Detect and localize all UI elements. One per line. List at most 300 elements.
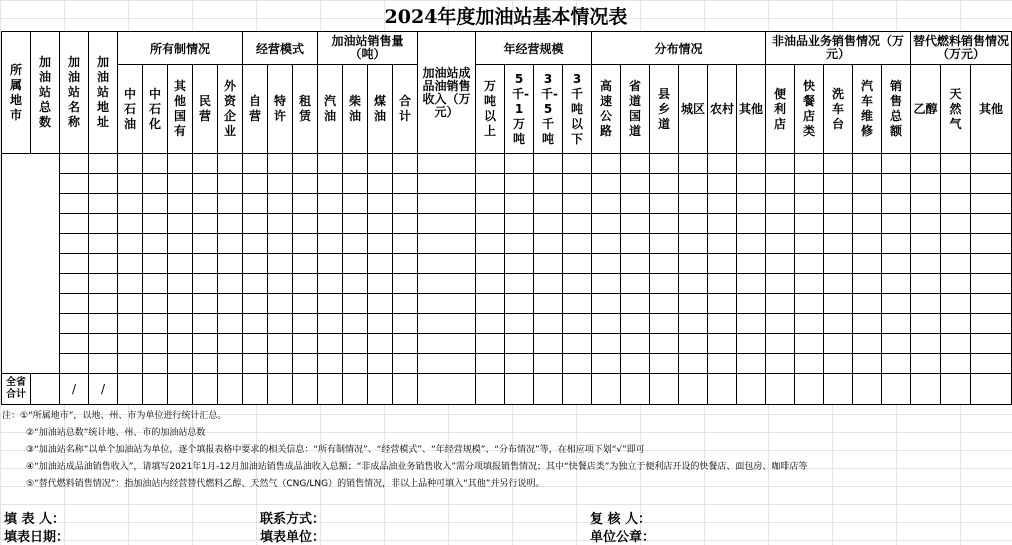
table-cell[interactable]: [882, 214, 911, 234]
table-cell[interactable]: [592, 334, 621, 354]
table-cell[interactable]: [89, 334, 118, 354]
table-cell[interactable]: [824, 274, 853, 294]
table-cell[interactable]: [621, 154, 650, 174]
table-cell[interactable]: [971, 374, 1012, 405]
table-cell[interactable]: [882, 314, 911, 334]
table-cell[interactable]: [193, 234, 218, 254]
table-cell[interactable]: [118, 334, 143, 354]
table-cell[interactable]: [737, 194, 766, 214]
table-cell[interactable]: [795, 354, 824, 374]
table-cell[interactable]: [766, 154, 795, 174]
table-cell[interactable]: [293, 254, 318, 274]
table-cell[interactable]: [795, 374, 824, 405]
table-cell[interactable]: [393, 154, 418, 174]
table-cell[interactable]: [60, 154, 89, 174]
table-cell[interactable]: [882, 234, 911, 254]
table-cell[interactable]: [941, 334, 971, 354]
table-cell[interactable]: [243, 214, 268, 234]
table-cell[interactable]: [941, 234, 971, 254]
table-cell[interactable]: [650, 174, 679, 194]
table-cell[interactable]: [708, 354, 737, 374]
table-cell[interactable]: [218, 194, 243, 214]
table-cell[interactable]: [534, 294, 563, 314]
table-cell[interactable]: [911, 234, 941, 254]
table-cell[interactable]: [708, 174, 737, 194]
table-cell[interactable]: [368, 354, 393, 374]
table-cell[interactable]: [941, 354, 971, 374]
table-cell[interactable]: [418, 354, 476, 374]
table-cell[interactable]: [853, 154, 882, 174]
table-cell[interactable]: [592, 234, 621, 254]
table-cell[interactable]: [60, 294, 89, 314]
table-cell[interactable]: [368, 214, 393, 234]
table-cell[interactable]: [505, 374, 534, 405]
table-cell[interactable]: [293, 234, 318, 254]
table-cell[interactable]: [293, 194, 318, 214]
table-cell[interactable]: [971, 194, 1012, 214]
table-cell[interactable]: [293, 274, 318, 294]
table-cell[interactable]: [218, 374, 243, 405]
table-cell[interactable]: [476, 234, 505, 254]
table-cell[interactable]: [318, 174, 343, 194]
table-cell[interactable]: [89, 274, 118, 294]
table-cell[interactable]: [393, 354, 418, 374]
table-cell[interactable]: [766, 234, 795, 254]
table-cell[interactable]: [737, 234, 766, 254]
table-cell[interactable]: [193, 254, 218, 274]
table-cell[interactable]: [218, 354, 243, 374]
table-cell[interactable]: [505, 214, 534, 234]
table-cell[interactable]: [418, 274, 476, 294]
table-cell[interactable]: [168, 294, 193, 314]
table-cell[interactable]: [268, 314, 293, 334]
table-cell[interactable]: [679, 174, 708, 194]
table-cell[interactable]: [418, 174, 476, 194]
table-cell[interactable]: [941, 254, 971, 274]
city-merged-cell[interactable]: [2, 154, 60, 374]
table-cell[interactable]: [218, 334, 243, 354]
table-cell[interactable]: [60, 174, 89, 194]
table-cell[interactable]: [853, 194, 882, 214]
table-cell[interactable]: [143, 254, 168, 274]
table-cell[interactable]: [143, 334, 168, 354]
table-cell[interactable]: [534, 374, 563, 405]
table-cell[interactable]: [563, 374, 592, 405]
table-cell[interactable]: [882, 334, 911, 354]
table-cell[interactable]: [118, 354, 143, 374]
table-cell[interactable]: [592, 374, 621, 405]
table-cell[interactable]: [911, 154, 941, 174]
table-cell[interactable]: [476, 214, 505, 234]
table-cell[interactable]: [168, 194, 193, 214]
table-cell[interactable]: [621, 254, 650, 274]
table-cell[interactable]: [343, 194, 368, 214]
table-cell[interactable]: [243, 374, 268, 405]
table-cell[interactable]: [143, 194, 168, 214]
table-cell[interactable]: [534, 194, 563, 214]
table-cell[interactable]: [318, 154, 343, 174]
table-cell[interactable]: [218, 234, 243, 254]
table-cell[interactable]: [89, 354, 118, 374]
table-cell[interactable]: [679, 374, 708, 405]
table-cell[interactable]: [563, 154, 592, 174]
table-cell[interactable]: [650, 194, 679, 214]
table-cell[interactable]: [218, 214, 243, 234]
table-cell[interactable]: [708, 214, 737, 234]
table-cell[interactable]: [679, 354, 708, 374]
table-cell[interactable]: [393, 174, 418, 194]
table-cell[interactable]: [143, 154, 168, 174]
table-cell[interactable]: [971, 174, 1012, 194]
table-cell[interactable]: [679, 194, 708, 214]
table-cell[interactable]: [650, 374, 679, 405]
table-cell[interactable]: [534, 274, 563, 294]
table-cell[interactable]: [505, 154, 534, 174]
table-cell[interactable]: [941, 314, 971, 334]
table-cell[interactable]: [476, 274, 505, 294]
table-cell[interactable]: [168, 174, 193, 194]
table-cell[interactable]: [505, 354, 534, 374]
table-cell[interactable]: [218, 154, 243, 174]
table-cell[interactable]: [168, 354, 193, 374]
table-cell[interactable]: [621, 174, 650, 194]
table-cell[interactable]: [60, 314, 89, 334]
table-cell[interactable]: [766, 274, 795, 294]
table-cell[interactable]: [89, 174, 118, 194]
table-cell[interactable]: [941, 174, 971, 194]
table-cell[interactable]: [941, 374, 971, 405]
table-cell[interactable]: [737, 314, 766, 334]
table-cell[interactable]: [193, 194, 218, 214]
table-cell[interactable]: [679, 274, 708, 294]
table-cell[interactable]: [737, 174, 766, 194]
table-cell[interactable]: [795, 334, 824, 354]
table-cell[interactable]: [650, 294, 679, 314]
table-cell[interactable]: [476, 374, 505, 405]
table-cell[interactable]: [650, 354, 679, 374]
table-cell[interactable]: [368, 154, 393, 174]
table-cell[interactable]: [824, 194, 853, 214]
table-cell[interactable]: [563, 214, 592, 234]
table-cell[interactable]: [882, 194, 911, 214]
table-cell[interactable]: [218, 174, 243, 194]
table-cell[interactable]: [268, 374, 293, 405]
table-cell[interactable]: [393, 334, 418, 354]
table-cell[interactable]: [971, 254, 1012, 274]
table-cell[interactable]: [882, 294, 911, 314]
table-cell[interactable]: [737, 274, 766, 294]
table-cell[interactable]: [193, 274, 218, 294]
table-cell[interactable]: [795, 194, 824, 214]
total-name-cell[interactable]: /: [60, 374, 89, 405]
table-cell[interactable]: [393, 214, 418, 234]
table-cell[interactable]: [795, 174, 824, 194]
table-cell[interactable]: [505, 254, 534, 274]
table-cell[interactable]: [911, 274, 941, 294]
table-cell[interactable]: [679, 314, 708, 334]
table-cell[interactable]: [268, 254, 293, 274]
table-cell[interactable]: [218, 254, 243, 274]
table-cell[interactable]: [971, 334, 1012, 354]
table-cell[interactable]: [505, 194, 534, 214]
table-cell[interactable]: [853, 374, 882, 405]
table-cell[interactable]: [60, 254, 89, 274]
table-cell[interactable]: [795, 254, 824, 274]
table-cell[interactable]: [824, 254, 853, 274]
table-cell[interactable]: [911, 374, 941, 405]
table-cell[interactable]: [824, 354, 853, 374]
table-cell[interactable]: [650, 234, 679, 254]
table-cell[interactable]: [218, 274, 243, 294]
table-cell[interactable]: [592, 294, 621, 314]
table-cell[interactable]: [268, 334, 293, 354]
table-cell[interactable]: [476, 294, 505, 314]
table-cell[interactable]: [118, 274, 143, 294]
table-cell[interactable]: [293, 154, 318, 174]
table-cell[interactable]: [118, 294, 143, 314]
table-cell[interactable]: [193, 354, 218, 374]
table-cell[interactable]: [563, 194, 592, 214]
table-cell[interactable]: [243, 234, 268, 254]
table-cell[interactable]: [766, 314, 795, 334]
table-cell[interactable]: [505, 314, 534, 334]
table-cell[interactable]: [592, 214, 621, 234]
table-cell[interactable]: [824, 314, 853, 334]
table-cell[interactable]: [882, 274, 911, 294]
table-cell[interactable]: [795, 294, 824, 314]
table-cell[interactable]: [168, 274, 193, 294]
table-cell[interactable]: [293, 214, 318, 234]
table-cell[interactable]: [243, 334, 268, 354]
total-address-cell[interactable]: /: [89, 374, 118, 405]
table-cell[interactable]: [592, 314, 621, 334]
table-cell[interactable]: [268, 154, 293, 174]
table-cell[interactable]: [343, 314, 368, 334]
table-cell[interactable]: [268, 194, 293, 214]
table-cell[interactable]: [971, 294, 1012, 314]
table-cell[interactable]: [476, 194, 505, 214]
table-cell[interactable]: [418, 294, 476, 314]
table-cell[interactable]: [941, 154, 971, 174]
table-cell[interactable]: [118, 174, 143, 194]
table-cell[interactable]: [737, 214, 766, 234]
table-cell[interactable]: [168, 214, 193, 234]
table-cell[interactable]: [534, 354, 563, 374]
table-cell[interactable]: [318, 214, 343, 234]
table-cell[interactable]: [243, 194, 268, 214]
table-cell[interactable]: [343, 154, 368, 174]
table-cell[interactable]: [853, 234, 882, 254]
table-cell[interactable]: [679, 214, 708, 234]
table-cell[interactable]: [89, 294, 118, 314]
table-cell[interactable]: [679, 334, 708, 354]
table-cell[interactable]: [882, 254, 911, 274]
table-cell[interactable]: [243, 354, 268, 374]
table-cell[interactable]: [824, 234, 853, 254]
table-cell[interactable]: [476, 334, 505, 354]
table-cell[interactable]: [368, 174, 393, 194]
table-cell[interactable]: [89, 194, 118, 214]
table-cell[interactable]: [563, 314, 592, 334]
table-cell[interactable]: [708, 274, 737, 294]
table-cell[interactable]: [343, 234, 368, 254]
table-cell[interactable]: [268, 214, 293, 234]
table-cell[interactable]: [143, 294, 168, 314]
table-cell[interactable]: [168, 314, 193, 334]
table-cell[interactable]: [343, 274, 368, 294]
table-cell[interactable]: [60, 214, 89, 234]
table-cell[interactable]: [853, 314, 882, 334]
table-cell[interactable]: [737, 154, 766, 174]
table-cell[interactable]: [418, 314, 476, 334]
table-cell[interactable]: [268, 174, 293, 194]
table-cell[interactable]: [971, 314, 1012, 334]
table-cell[interactable]: [766, 194, 795, 214]
table-cell[interactable]: [368, 374, 393, 405]
table-cell[interactable]: [534, 334, 563, 354]
table-cell[interactable]: [534, 314, 563, 334]
table-cell[interactable]: [89, 254, 118, 274]
table-cell[interactable]: [393, 314, 418, 334]
table-cell[interactable]: [941, 294, 971, 314]
table-cell[interactable]: [368, 254, 393, 274]
table-cell[interactable]: [679, 254, 708, 274]
table-cell[interactable]: [118, 254, 143, 274]
table-cell[interactable]: [650, 274, 679, 294]
table-cell[interactable]: [911, 294, 941, 314]
table-cell[interactable]: [118, 214, 143, 234]
table-cell[interactable]: [708, 234, 737, 254]
table-cell[interactable]: [143, 354, 168, 374]
table-cell[interactable]: [318, 254, 343, 274]
table-cell[interactable]: [971, 274, 1012, 294]
table-cell[interactable]: [268, 294, 293, 314]
table-cell[interactable]: [193, 214, 218, 234]
table-cell[interactable]: [193, 334, 218, 354]
table-cell[interactable]: [143, 174, 168, 194]
table-cell[interactable]: [31, 374, 60, 405]
table-cell[interactable]: [621, 294, 650, 314]
table-cell[interactable]: [534, 154, 563, 174]
table-cell[interactable]: [476, 314, 505, 334]
table-cell[interactable]: [418, 234, 476, 254]
table-cell[interactable]: [708, 314, 737, 334]
table-cell[interactable]: [318, 234, 343, 254]
table-cell[interactable]: [318, 274, 343, 294]
table-cell[interactable]: [243, 314, 268, 334]
table-cell[interactable]: [824, 174, 853, 194]
table-cell[interactable]: [795, 274, 824, 294]
table-cell[interactable]: [911, 314, 941, 334]
table-cell[interactable]: [911, 354, 941, 374]
table-cell[interactable]: [941, 274, 971, 294]
table-cell[interactable]: [911, 194, 941, 214]
table-cell[interactable]: [418, 154, 476, 174]
table-cell[interactable]: [268, 234, 293, 254]
table-cell[interactable]: [882, 174, 911, 194]
table-cell[interactable]: [563, 234, 592, 254]
table-cell[interactable]: [193, 174, 218, 194]
table-cell[interactable]: [563, 354, 592, 374]
table-cell[interactable]: [853, 294, 882, 314]
table-cell[interactable]: [766, 354, 795, 374]
table-cell[interactable]: [293, 294, 318, 314]
table-cell[interactable]: [476, 354, 505, 374]
table-cell[interactable]: [505, 234, 534, 254]
table-cell[interactable]: [621, 194, 650, 214]
table-cell[interactable]: [853, 354, 882, 374]
table-cell[interactable]: [766, 294, 795, 314]
table-cell[interactable]: [621, 214, 650, 234]
table-cell[interactable]: [368, 314, 393, 334]
table-cell[interactable]: [795, 154, 824, 174]
table-cell[interactable]: [168, 234, 193, 254]
table-cell[interactable]: [650, 334, 679, 354]
table-cell[interactable]: [534, 174, 563, 194]
table-cell[interactable]: [505, 174, 534, 194]
table-cell[interactable]: [193, 374, 218, 405]
table-cell[interactable]: [318, 294, 343, 314]
table-cell[interactable]: [824, 374, 853, 405]
table-cell[interactable]: [708, 254, 737, 274]
table-cell[interactable]: [243, 294, 268, 314]
table-cell[interactable]: [118, 154, 143, 174]
table-cell[interactable]: [563, 274, 592, 294]
table-cell[interactable]: [853, 174, 882, 194]
table-cell[interactable]: [343, 354, 368, 374]
table-cell[interactable]: [476, 254, 505, 274]
table-cell[interactable]: [143, 274, 168, 294]
table-cell[interactable]: [621, 354, 650, 374]
table-cell[interactable]: [368, 234, 393, 254]
table-cell[interactable]: [168, 254, 193, 274]
table-cell[interactable]: [268, 354, 293, 374]
table-cell[interactable]: [592, 154, 621, 174]
table-cell[interactable]: [853, 214, 882, 234]
table-cell[interactable]: [534, 234, 563, 254]
table-cell[interactable]: [293, 174, 318, 194]
table-cell[interactable]: [118, 194, 143, 214]
table-cell[interactable]: [679, 294, 708, 314]
table-cell[interactable]: [650, 314, 679, 334]
table-cell[interactable]: [853, 274, 882, 294]
table-cell[interactable]: [243, 154, 268, 174]
table-cell[interactable]: [766, 174, 795, 194]
table-cell[interactable]: [318, 354, 343, 374]
table-cell[interactable]: [592, 354, 621, 374]
table-cell[interactable]: [418, 254, 476, 274]
table-cell[interactable]: [650, 214, 679, 234]
table-cell[interactable]: [393, 234, 418, 254]
table-cell[interactable]: [971, 354, 1012, 374]
table-cell[interactable]: [89, 234, 118, 254]
table-cell[interactable]: [795, 234, 824, 254]
table-cell[interactable]: [89, 214, 118, 234]
table-cell[interactable]: [368, 194, 393, 214]
table-cell[interactable]: [824, 154, 853, 174]
table-cell[interactable]: [368, 294, 393, 314]
table-cell[interactable]: [766, 254, 795, 274]
table-cell[interactable]: [505, 294, 534, 314]
table-cell[interactable]: [737, 354, 766, 374]
table-cell[interactable]: [592, 274, 621, 294]
table-cell[interactable]: [563, 334, 592, 354]
table-cell[interactable]: [168, 154, 193, 174]
table-cell[interactable]: [168, 334, 193, 354]
table-cell[interactable]: [824, 334, 853, 354]
table-cell[interactable]: [911, 334, 941, 354]
table-cell[interactable]: [418, 214, 476, 234]
